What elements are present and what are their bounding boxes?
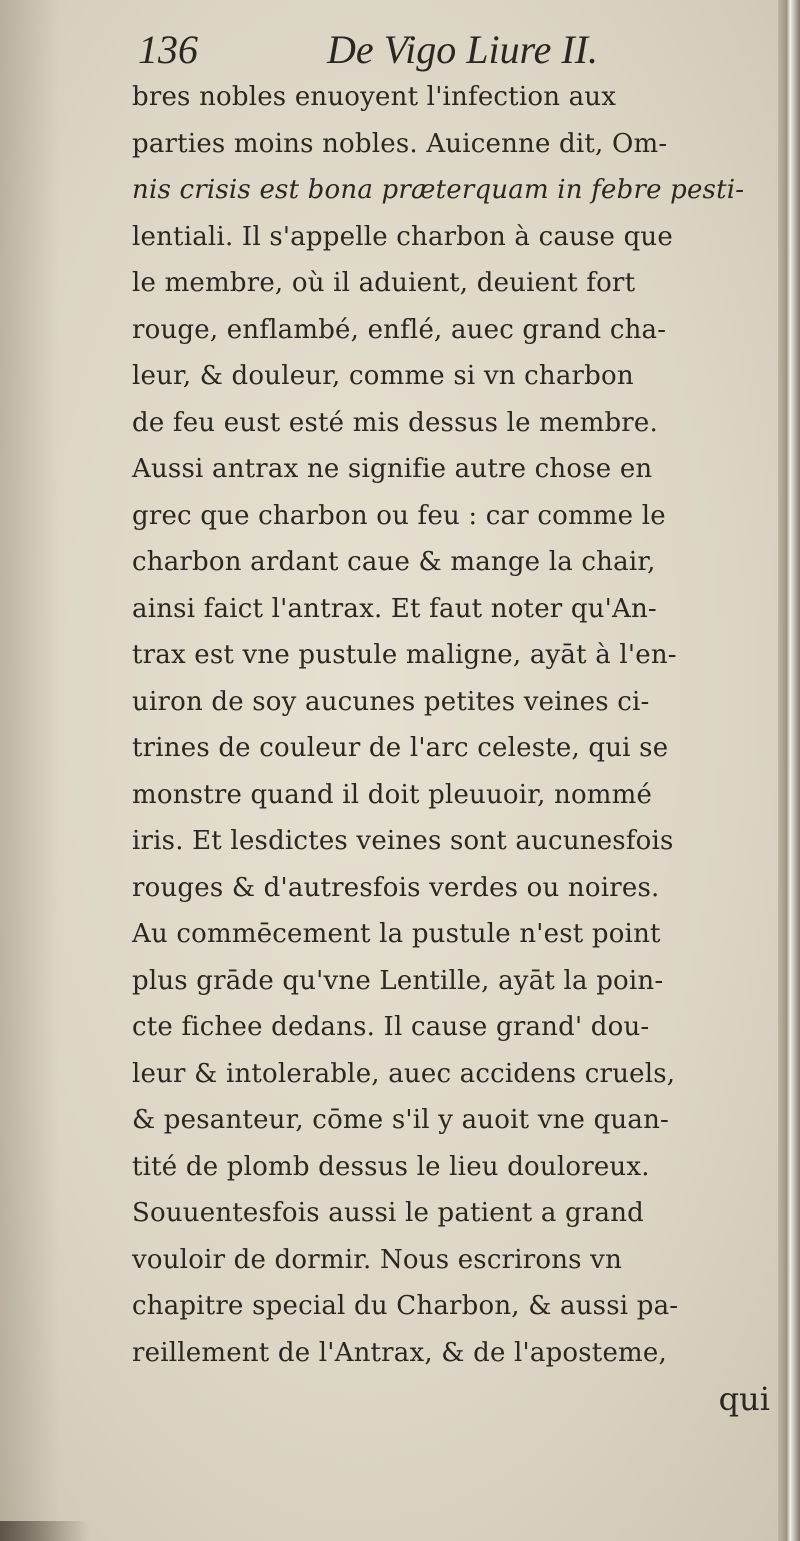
text-line: chapitre special du Charbon, & aussi pa- [132,1291,679,1321]
text-line: trines de couleur de l'arc celeste, qui se [132,733,669,763]
text-line: plus grāde qu'vne Lentille, ayāt la poin- [132,965,664,996]
text-line: Souuentesfois aussi le patient a grand [132,1198,645,1228]
text-line: Au commēcement la pustule n'est point [132,919,661,949]
text-line: tité de plomb dessus le lieu douloreux. [132,1151,650,1182]
running-head: De Vigo Liure II. [327,27,599,72]
corner-stain [0,1521,90,1541]
text-line: Aussi antrax ne signifie autre chose en [132,454,653,484]
text-block [132,26,782,1422]
page-number: 136 [138,27,198,72]
page-fold-shadow [0,0,60,1541]
body-text [132,74,782,1422]
text-line: rouge, enflambé, enflé, auec grand cha- [132,314,667,345]
text-line: grec que charbon ou feu : car comme le [132,500,666,531]
text-line: charbon ardant caue & mange la chair, [132,547,656,577]
text-line: nis crisis est bona præterquam in febre pesti- [132,175,745,205]
text-line: de feu eust esté mis dessus le membre. [132,407,658,438]
text-line: ainsi faict l'antrax. Et faut noter qu'An- [132,593,657,624]
text-line: lentiali. Il s'appelle charbon à cause que [132,221,673,252]
text-line: le membre, où il aduient, deuient fort [132,268,636,298]
text-line: reillement de l'Antrax, & de l'aposteme, [132,1337,667,1368]
text-line: & pesanteur, cōme s'il y auoit vne quan- [132,1105,670,1135]
text-line: uiron de soy aucunes petites veines ci- [132,686,650,717]
text-line: leur & intolerable, auec accidens cruels, [132,1058,676,1089]
text-line: cte fichee dedans. Il cause grand' dou- [132,1012,650,1042]
text-line: leur, & douleur, comme si vn charbon [132,361,634,391]
text-line: iris. Et lesdictes veines sont aucunesfois [132,826,674,856]
text-line: parties moins nobles. Auicenne dit, Om- [132,128,668,159]
text-line: monstre quand il doit pleuuoir, nommé [132,779,653,810]
text-line: rouges & d'autresfois verdes ou noires. [132,872,660,903]
text-line: bres nobles enuoyent l'infection aux [132,82,617,112]
catchword: qui [718,1380,770,1418]
text-line: vouloir de dormir. Nous escrirons vn [132,1244,623,1275]
text-line: trax est vne pustule maligne, ayāt à l'en- [132,640,677,670]
page-header [132,26,782,74]
